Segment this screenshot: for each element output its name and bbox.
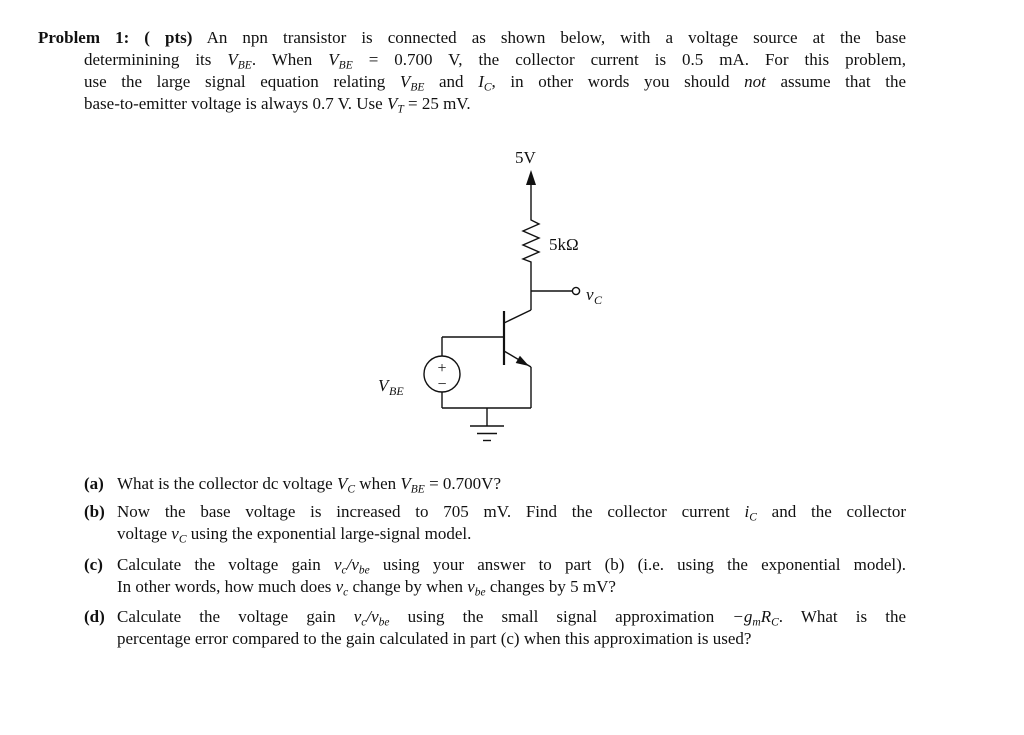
collector-node-label-sub: C [594,293,603,307]
vcc-supply-arrow-icon [526,170,536,218]
question-label: (d) [84,607,105,626]
question-label: (b) [84,502,105,521]
source-label-sub: BE [389,384,404,398]
question-line: voltage $v_C$ using the exponential large-signal model. [117,524,472,546]
npn-transistor-icon [442,291,531,408]
question-line: percentage error compared to the gain calculated in part (c) when this approximation is used? [117,629,752,648]
source-minus-sign: − [437,376,447,393]
circuit-diagram [370,140,620,460]
resistor-value-label: 5kΩ [549,235,579,254]
supply-voltage-label: 5V [515,148,536,167]
source-plus-sign: + [437,360,447,377]
statement-line: Problem 1: ( pts) An npn transistor is connected as shown below, with a voltage source at the base [38,28,906,47]
question-line: Calculate the voltage gain $v_c/v_{be}$ using the small signal approximation $-g_mR_C$. What is the [117,607,906,629]
question-label: (c) [84,555,103,574]
ground-icon [442,408,531,441]
question-item-d [84,606,906,650]
collector-terminal-icon [531,287,580,294]
source-label: V [378,376,389,395]
question-item-c [84,554,906,598]
resistor-icon [523,218,539,291]
question-line: Now the base voltage is increased to 705 mV. Find the collector current $i_C$ and the collector [117,502,907,524]
statement-line: use the large signal equation relating $V_{BE}$ and $I_C$, in other words you should not assume that the [84,72,907,94]
collector-node-label: v [586,285,594,304]
problem-statement [38,27,906,115]
question-label: (a) [84,474,104,493]
statement-line: base-to-emitter voltage is always 0.7 V. Use $V_T = 25$ mV. [84,94,471,116]
question-line: Calculate the voltage gain $v_c/v_{be}$ using your answer to part (b) (i.e. using the exponential model). [117,555,906,577]
question-line: What is the collector dc voltage $V_C$ when $V_{BE} = 0.700V$? [117,474,501,496]
question-item-b [84,501,906,545]
question-item-a [84,473,906,495]
statement-line: determinining its $V_{BE}$. When $V_{BE} = 0.700$ V, the collector current is 0.5 mA. For this problem, [84,50,906,72]
question-line: In other words, how much does $v_c$ change by when $v_{be}$ changes by 5 mV? [117,577,616,599]
